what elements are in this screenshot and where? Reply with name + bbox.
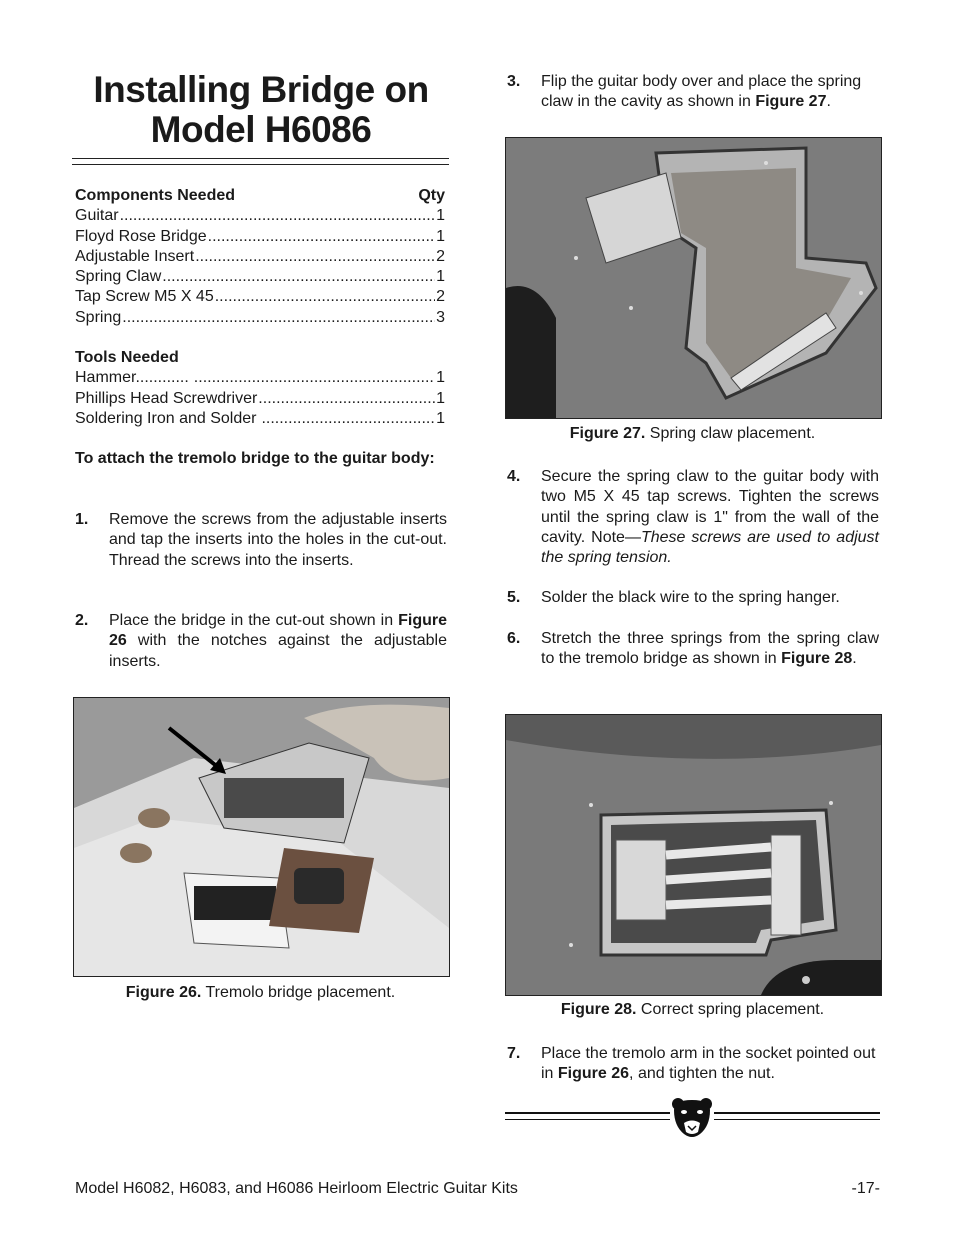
tool-name: Soldering Iron and Solder [75, 409, 257, 427]
step-text: Remove the screws from the adjustable inserts and tap the inserts into the holes in the cut-out. Thread the screws into the inserts. [109, 511, 447, 569]
step-number: 2. [75, 612, 89, 629]
figure-label: Figure 28. [560, 1001, 637, 1018]
tools-heading: Tools Needed [75, 349, 179, 366]
step-text: Stretch the three springs from the spring claw to the tremolo bridge as shown in Figure 28. [541, 630, 879, 668]
step-1 [75, 510, 447, 571]
step-2 [75, 611, 447, 672]
page-title-line1: Installing Bridge on [93, 69, 429, 110]
end-rule-left [505, 1111, 670, 1123]
figure-label: Figure 27. [569, 425, 646, 442]
step-number: 6. [507, 630, 521, 647]
component-name: Tap Screw M5 X 45 [75, 288, 214, 306]
component-row [75, 287, 445, 307]
figure-27-caption [505, 424, 880, 444]
components-heading: Components Needed [75, 187, 236, 204]
end-rule-right [714, 1111, 880, 1123]
tool-row [75, 368, 445, 388]
qty-heading: Qty [418, 187, 445, 204]
tools-list [75, 348, 445, 429]
components-list [75, 186, 445, 328]
page-title-line2: Model H6086 [150, 109, 372, 150]
component-row [75, 227, 445, 247]
step-6 [507, 629, 879, 670]
component-qty: 1 [436, 268, 445, 286]
step-note: These screws are used to adjust the spring tension. [541, 528, 879, 567]
component-row [75, 267, 445, 287]
procedure-intro: To attach the tremolo bridge to the guitar body: [75, 450, 435, 467]
component-qty: 2 [436, 288, 445, 306]
figure-caption-text: Correct spring placement. [636, 1001, 825, 1018]
step-text: Flip the guitar body over and place the spring claw in the cavity as shown in Figure 27. [541, 73, 862, 111]
figure-26-caption [73, 983, 448, 1003]
step-text: Solder the black wire to the spring hanger. [541, 589, 840, 606]
step-text: Secure the spring claw to the guitar body with two M5 X 45 tap screws. Tighten the screws until the spring claw is 1" from the wall of the cavity. Note—These screws are used to adjust the spring tension. [541, 468, 879, 567]
bear-head-icon [670, 1096, 714, 1140]
figure-27-photo [505, 137, 882, 419]
component-row [75, 308, 445, 328]
component-qty: 1 [436, 207, 445, 225]
figure-reference: Figure 26 [557, 1065, 630, 1083]
tool-name: Phillips Head Screwdriver [75, 389, 258, 407]
components-header [75, 186, 445, 206]
figure-26-photo [73, 697, 450, 977]
figure-reference: Figure 27 [755, 93, 827, 111]
figure-28-caption [505, 1000, 880, 1020]
component-name: Floyd Rose Bridge [75, 227, 207, 245]
step-7 [507, 1044, 879, 1085]
title-rule-bottom [72, 164, 449, 165]
step-4 [507, 467, 879, 568]
component-name: Guitar [75, 207, 119, 225]
tool-qty: 1 [436, 369, 445, 387]
step-number: 1. [75, 511, 89, 528]
component-name: Spring Claw [75, 268, 162, 286]
figure-reference: Figure 28 [781, 650, 853, 668]
figure-caption-text: Spring claw placement. [645, 425, 816, 442]
component-row [75, 247, 445, 267]
page-title [72, 70, 450, 150]
tool-row [75, 409, 445, 429]
page-number: -17- [851, 1180, 880, 1197]
component-name: Spring [75, 308, 122, 326]
figure-label: Figure 26. [125, 984, 202, 1001]
component-name: Adjustable Insert [75, 247, 195, 265]
step-3 [507, 72, 879, 113]
figure-reference: Figure 26 [109, 612, 447, 650]
step-text: Place the bridge in the cut-out shown in Figure 26 with the notches against the adjustable inserts. [109, 612, 447, 670]
tool-qty: 1 [436, 409, 445, 427]
tool-name: Hammer............ [75, 369, 189, 387]
component-qty: 3 [436, 308, 445, 326]
step-number: 4. [507, 468, 521, 485]
step-5 [507, 588, 879, 608]
component-qty: 1 [436, 227, 445, 245]
step-number: 3. [507, 73, 521, 90]
tool-row [75, 389, 445, 409]
figure-28-photo [505, 714, 882, 996]
tool-qty: 1 [436, 389, 445, 407]
figure-caption-text: Tremolo bridge placement. [201, 984, 396, 1001]
footer-model-text: Model H6082, H6083, and H6086 Heirloom Electric Guitar Kits [75, 1180, 518, 1197]
step-text: Place the tremolo arm in the socket pointed out in Figure 26, and tighten the nut. [541, 1045, 876, 1083]
title-rule-top [72, 158, 449, 159]
component-qty: 2 [436, 247, 445, 265]
step-number: 7. [507, 1045, 521, 1062]
component-row [75, 206, 445, 226]
step-number: 5. [507, 589, 521, 606]
